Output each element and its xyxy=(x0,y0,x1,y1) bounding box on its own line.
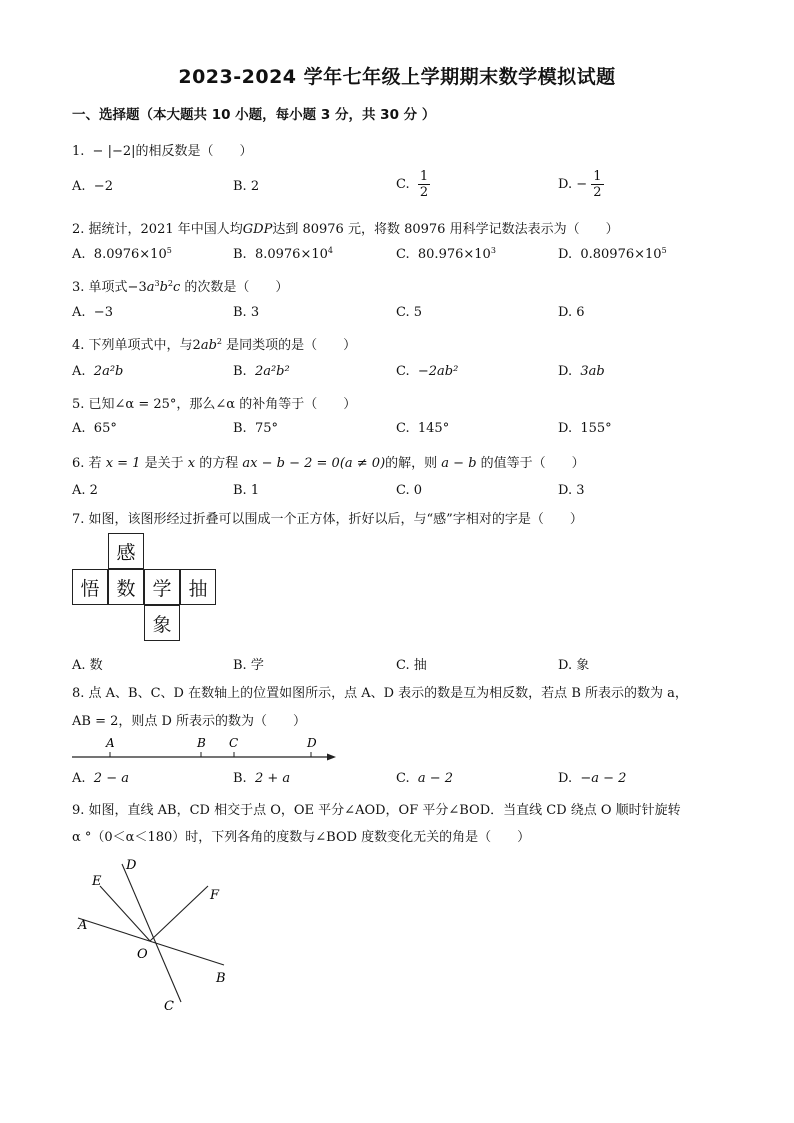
options-2 xyxy=(72,247,772,269)
label-b: B xyxy=(216,971,226,986)
option-a[interactable]: A. 65° xyxy=(72,421,117,436)
option-a[interactable]: A. 数 xyxy=(72,658,103,673)
section-heading: 一、选择题（本大题共 10 小题，每小题 3 分，共 30 分 ） xyxy=(72,107,436,123)
question-7: 7. 如图，该图形经过折叠可以围成一个正方体，折好以后，与“感”字相对的字是（ ） xyxy=(72,512,583,527)
math-expression: − |−2| xyxy=(92,144,136,159)
question-number: 1. xyxy=(72,144,85,159)
option-c[interactable]: C. 5 xyxy=(396,305,423,320)
fraction: $\frac{1}{2}$ xyxy=(419,169,429,200)
label-c: C xyxy=(164,999,174,1014)
option-b[interactable]: B. 2 xyxy=(233,179,260,194)
option-c[interactable]: C. 0 xyxy=(396,483,423,498)
option-c[interactable]: C. $80.976\times 10^3$ xyxy=(396,246,496,262)
cube-net-figure xyxy=(72,533,222,643)
net-cell: 抽 xyxy=(180,569,216,605)
question-2: 2. 据统计，2021 年中国人均GDP达到 80976 元，将数 80976 用科学记数法表示为（ ） xyxy=(72,222,619,237)
question-4: 4. 下列单项式中，与$2ab^2$ 是同类项的是（ ） xyxy=(72,337,357,353)
monomial: $-3a^3b^2c$ xyxy=(127,279,181,295)
option-b[interactable]: B. $8.0976\times 10^4$ xyxy=(233,246,333,262)
option-a[interactable]: A. −2 xyxy=(72,179,113,194)
option-d[interactable]: D. 155° xyxy=(558,421,612,436)
point-label-a: A xyxy=(106,736,115,750)
option-b[interactable]: B. 2a²b² xyxy=(233,364,290,379)
axis-arrow xyxy=(327,754,336,761)
options-1 xyxy=(72,169,772,200)
net-cell-top: 感 xyxy=(108,533,144,569)
question-3: 3. 单项式$-3a^3b^2c$ 的次数是（ ） xyxy=(72,279,289,295)
label-e: E xyxy=(92,874,102,889)
options-6 xyxy=(72,483,772,505)
option-a[interactable]: A. −3 xyxy=(72,305,113,320)
question-6: 6. 若 x = 1 是关于 x 的方程 ax − b − 2 = 0(a ≠ 0)的解，则 a − b 的值等于（ ） xyxy=(72,456,585,471)
options-5 xyxy=(72,421,772,443)
ray-of xyxy=(150,886,208,941)
option-c[interactable]: C. 145° xyxy=(396,421,450,436)
option-c[interactable]: C. 抽 xyxy=(396,658,427,673)
question-9-line-2: α °（0＜α＜180）时，下列各角的度数与∠BOD 度数变化无关的角是（ ） xyxy=(72,830,531,845)
question-8-line-1: 8. 点 A、B、C、D 在数轴上的位置如图所示，点 A、D 表示的数是互为相反数，若点 B 所表示的数为 a， xyxy=(72,686,688,701)
option-b[interactable]: B. 3 xyxy=(233,305,260,320)
line-cd xyxy=(122,864,181,1002)
option-d[interactable]: D. 3 xyxy=(558,483,585,498)
label-a: A xyxy=(78,918,88,933)
point-label-b: B xyxy=(197,736,206,750)
option-d[interactable]: D. $0.80976\times 10^5$ xyxy=(558,246,667,262)
point-label-d: D xyxy=(307,736,317,750)
option-b[interactable]: B. 1 xyxy=(233,483,260,498)
option-b[interactable]: B. 75° xyxy=(233,421,278,436)
net-cell: 数 xyxy=(108,569,144,605)
question-9-line-1: 9. 如图，直线 AB，CD 相交于点 O，OE 平分∠AOD，OF 平分∠BOD．当直线 CD 绕点 O 顺时针旋转 xyxy=(72,803,681,818)
number-line-figure xyxy=(70,733,340,767)
option-d[interactable]: D. − $\frac{1}{2}$ xyxy=(558,169,602,200)
option-a[interactable]: A. 2a²b xyxy=(72,364,124,379)
monomial: $2ab^2$ xyxy=(192,337,222,353)
question-8-line-2: AB = 2，则点 D 所表示的数为（ ） xyxy=(72,714,307,729)
option-b[interactable]: B. 2 + a xyxy=(233,771,291,786)
net-cell: 学 xyxy=(144,569,180,605)
point-label-c: C xyxy=(229,736,239,750)
option-d[interactable]: D. 6 xyxy=(558,305,585,320)
option-d[interactable]: D. 3ab xyxy=(558,364,605,379)
label-o: O xyxy=(137,947,148,962)
options-4 xyxy=(72,364,772,386)
option-a[interactable]: A. $8.0976\times 10^5$ xyxy=(72,246,172,262)
intersecting-lines-figure xyxy=(70,852,250,1022)
net-cell-bottom: 象 xyxy=(144,605,180,641)
label-d: D xyxy=(126,858,137,873)
option-d[interactable]: D. −a − 2 xyxy=(558,771,627,786)
question-5: 5. 已知∠α = 25°，那么∠α 的补角等于（ ） xyxy=(72,397,357,412)
option-c[interactable]: C. a − 2 xyxy=(396,771,454,786)
option-b[interactable]: B. 学 xyxy=(233,658,264,673)
option-c[interactable]: C. $\frac{1}{2}$ xyxy=(396,169,429,200)
question-text: 的相反数是（ ） xyxy=(135,144,253,159)
options-7 xyxy=(72,654,772,676)
options-3 xyxy=(72,305,772,327)
net-cell: 悟 xyxy=(72,569,108,605)
option-c[interactable]: C. −2ab² xyxy=(396,364,459,379)
option-a[interactable]: A. 2 xyxy=(72,483,98,498)
option-a[interactable]: A. 2 − a xyxy=(72,771,129,786)
label-f: F xyxy=(210,888,220,903)
question-1 xyxy=(72,140,253,159)
options-8 xyxy=(72,771,772,793)
page-title: 2023-2024 学年七年级上学期期末数学模拟试题 xyxy=(178,66,616,88)
option-d[interactable]: D. 象 xyxy=(558,658,590,673)
line-ab xyxy=(78,918,224,965)
fraction: $\frac{1}{2}$ xyxy=(593,169,602,200)
